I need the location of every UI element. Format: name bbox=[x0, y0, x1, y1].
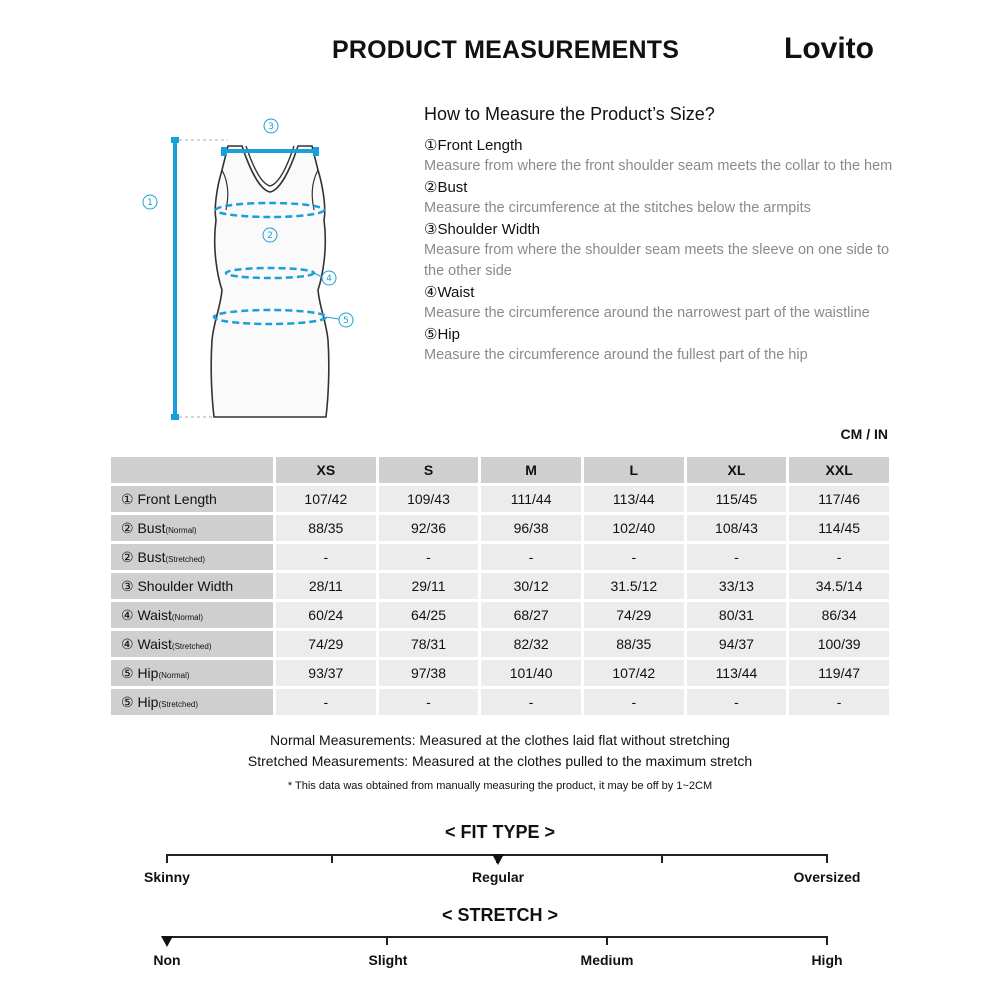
row-label-text: ② Bust bbox=[121, 548, 166, 565]
row-label-text: ③ Shoulder Width bbox=[121, 577, 234, 594]
label-1: 1 bbox=[147, 198, 153, 208]
table-cell: 33/13 bbox=[687, 573, 787, 599]
stretch-scale-line bbox=[167, 936, 828, 938]
table-cell: - bbox=[379, 544, 479, 570]
table-cell: 88/35 bbox=[276, 515, 376, 541]
table-row bbox=[111, 689, 889, 715]
table-cell: - bbox=[789, 544, 889, 570]
table-cell: - bbox=[687, 689, 787, 715]
normal-note: Normal Measurements: Measured at the clothes laid flat without stretching bbox=[270, 732, 730, 748]
stretch-label: Non bbox=[153, 952, 181, 968]
table-cell: - bbox=[481, 689, 581, 715]
unit-label: CM / IN bbox=[840, 426, 888, 442]
label-3: 3 bbox=[268, 122, 274, 132]
table-row bbox=[111, 660, 889, 686]
table-cell: 113/44 bbox=[687, 660, 787, 686]
fit-marker bbox=[492, 854, 504, 865]
row-label-qualifier: (Normal) bbox=[158, 670, 190, 680]
measurement-notes bbox=[0, 730, 1000, 797]
row-label bbox=[111, 602, 273, 628]
fit-tick bbox=[166, 854, 168, 863]
guide-item-desc: Measure the circumference around the narrowest part of the waistline bbox=[424, 305, 870, 321]
size-header: XL bbox=[687, 457, 787, 483]
table-corner bbox=[111, 457, 273, 483]
stretch-tick bbox=[386, 936, 388, 945]
table-cell: 86/34 bbox=[789, 602, 889, 628]
table-cell: 114/45 bbox=[789, 515, 889, 541]
table-cell: 68/27 bbox=[481, 602, 581, 628]
table-cell: - bbox=[276, 689, 376, 715]
dress-measurement-diagram bbox=[130, 110, 370, 430]
table-cell: 109/43 bbox=[379, 486, 479, 512]
table-cell: 119/47 bbox=[789, 660, 889, 686]
fit-tick bbox=[826, 854, 828, 863]
measurement-guide bbox=[424, 104, 894, 366]
size-header: M bbox=[481, 457, 581, 483]
guide-item bbox=[424, 282, 894, 324]
disclaimer: * This data was obtained from manually measuring the product, it may be off by 1~2CM bbox=[287, 780, 713, 792]
label-4: 4 bbox=[326, 274, 332, 284]
row-label-text: ② Bust bbox=[121, 519, 166, 536]
table-row bbox=[111, 602, 889, 628]
table-row bbox=[111, 544, 889, 570]
row-label-qualifier: (Stretched) bbox=[171, 641, 212, 651]
table-cell: 29/11 bbox=[379, 573, 479, 599]
table-cell: 113/44 bbox=[584, 486, 684, 512]
row-label-qualifier: (Normal) bbox=[165, 525, 197, 535]
table-cell: - bbox=[584, 689, 684, 715]
table-cell: 93/37 bbox=[276, 660, 376, 686]
stretch-tick bbox=[826, 936, 828, 945]
table-cell: 60/24 bbox=[276, 602, 376, 628]
fit-tick bbox=[661, 854, 663, 863]
size-header: XXL bbox=[789, 457, 889, 483]
stretch-tick bbox=[606, 936, 608, 945]
table-cell: 74/29 bbox=[584, 602, 684, 628]
table-cell: 30/12 bbox=[481, 573, 581, 599]
table-cell: 107/42 bbox=[276, 486, 376, 512]
guide-item bbox=[424, 177, 894, 219]
table-cell: 101/40 bbox=[481, 660, 581, 686]
guide-item-title: ①Front Length bbox=[424, 137, 523, 154]
table-cell: 96/38 bbox=[481, 515, 581, 541]
stretch-title: < STRETCH > bbox=[441, 905, 559, 925]
table-cell: 97/38 bbox=[379, 660, 479, 686]
table-cell: 108/43 bbox=[687, 515, 787, 541]
label-2: 2 bbox=[267, 231, 273, 241]
guide-item bbox=[424, 324, 894, 366]
row-label bbox=[111, 660, 273, 686]
table-cell: 117/46 bbox=[789, 486, 889, 512]
stretch-marker bbox=[161, 936, 173, 947]
label-5: 5 bbox=[343, 316, 349, 326]
guide-item-desc: Measure the circumference around the fullest part of the hip bbox=[424, 347, 808, 363]
guide-item bbox=[424, 219, 894, 282]
guide-item-title: ⑤Hip bbox=[424, 326, 460, 343]
table-cell: 111/44 bbox=[481, 486, 581, 512]
fit-tick bbox=[331, 854, 333, 863]
row-label-text: ① Front Length bbox=[121, 490, 217, 507]
size-header: L bbox=[584, 457, 684, 483]
table-cell: 64/25 bbox=[379, 602, 479, 628]
table-row bbox=[111, 515, 889, 541]
table-cell: 107/42 bbox=[584, 660, 684, 686]
stretch-label: Medium bbox=[580, 952, 634, 968]
guide-item-desc: Measure the circumference at the stitches below the armpits bbox=[424, 200, 811, 216]
row-label-text: ④ Waist bbox=[121, 635, 172, 652]
table-cell: 94/37 bbox=[687, 631, 787, 657]
stretched-note: Stretched Measurements: Measured at the clothes pulled to the maximum stretch bbox=[247, 753, 753, 769]
fit-label: Regular bbox=[471, 869, 525, 885]
table-cell: 92/36 bbox=[379, 515, 479, 541]
stretch-label: Slight bbox=[368, 952, 408, 968]
table-row bbox=[111, 486, 889, 512]
table-cell: 28/11 bbox=[276, 573, 376, 599]
row-label bbox=[111, 631, 273, 657]
table-cell: 80/31 bbox=[687, 602, 787, 628]
guide-title: How to Measure the Product’s Size? bbox=[424, 104, 715, 124]
table-cell: 115/45 bbox=[687, 486, 787, 512]
row-label-qualifier: (Stretched) bbox=[158, 699, 199, 709]
guide-item-desc: Measure from where the front shoulder seam meets the collar to the hem bbox=[424, 158, 893, 174]
guide-item-title: ②Bust bbox=[424, 179, 468, 196]
table-cell: - bbox=[276, 544, 376, 570]
table-cell: - bbox=[481, 544, 581, 570]
fit-type-title: < FIT TYPE > bbox=[444, 822, 556, 842]
guide-item-title: ④Waist bbox=[424, 284, 475, 301]
row-label bbox=[111, 689, 273, 715]
row-label bbox=[111, 515, 273, 541]
row-label-text: ⑤ Hip bbox=[121, 693, 159, 710]
table-cell: 100/39 bbox=[789, 631, 889, 657]
row-label bbox=[111, 486, 273, 512]
guide-item-title: ③Shoulder Width bbox=[424, 221, 541, 238]
row-label bbox=[111, 544, 273, 570]
table-header-row bbox=[111, 457, 889, 483]
size-header: XS bbox=[276, 457, 376, 483]
row-label-qualifier: (Stretched) bbox=[165, 554, 206, 564]
table-cell: - bbox=[584, 544, 684, 570]
row-label-text: ④ Waist bbox=[121, 606, 172, 623]
guide-item bbox=[424, 135, 894, 177]
table-cell: - bbox=[789, 689, 889, 715]
table-cell: - bbox=[687, 544, 787, 570]
table-cell: 88/35 bbox=[584, 631, 684, 657]
row-label-text: ⑤ Hip bbox=[121, 664, 159, 681]
page-title: PRODUCT MEASUREMENTS bbox=[332, 36, 680, 64]
table-cell: 31.5/12 bbox=[584, 573, 684, 599]
guide-item-desc: Measure from where the shoulder seam meets the sleeve on one side to the other side bbox=[424, 242, 890, 279]
row-label bbox=[111, 573, 273, 599]
row-label-qualifier: (Normal) bbox=[171, 612, 204, 622]
size-table bbox=[108, 454, 892, 718]
size-header: S bbox=[379, 457, 479, 483]
table-cell: 34.5/14 bbox=[789, 573, 889, 599]
table-row bbox=[111, 573, 889, 599]
brand-logo: Lovito bbox=[784, 32, 874, 65]
table-cell: 82/32 bbox=[481, 631, 581, 657]
table-cell: 78/31 bbox=[379, 631, 479, 657]
table-cell: - bbox=[379, 689, 479, 715]
stretch-label: High bbox=[811, 952, 843, 968]
fit-label: Oversized bbox=[793, 869, 861, 885]
fit-label: Skinny bbox=[144, 869, 190, 885]
table-cell: 102/40 bbox=[584, 515, 684, 541]
table-cell: 74/29 bbox=[276, 631, 376, 657]
table-row bbox=[111, 631, 889, 657]
